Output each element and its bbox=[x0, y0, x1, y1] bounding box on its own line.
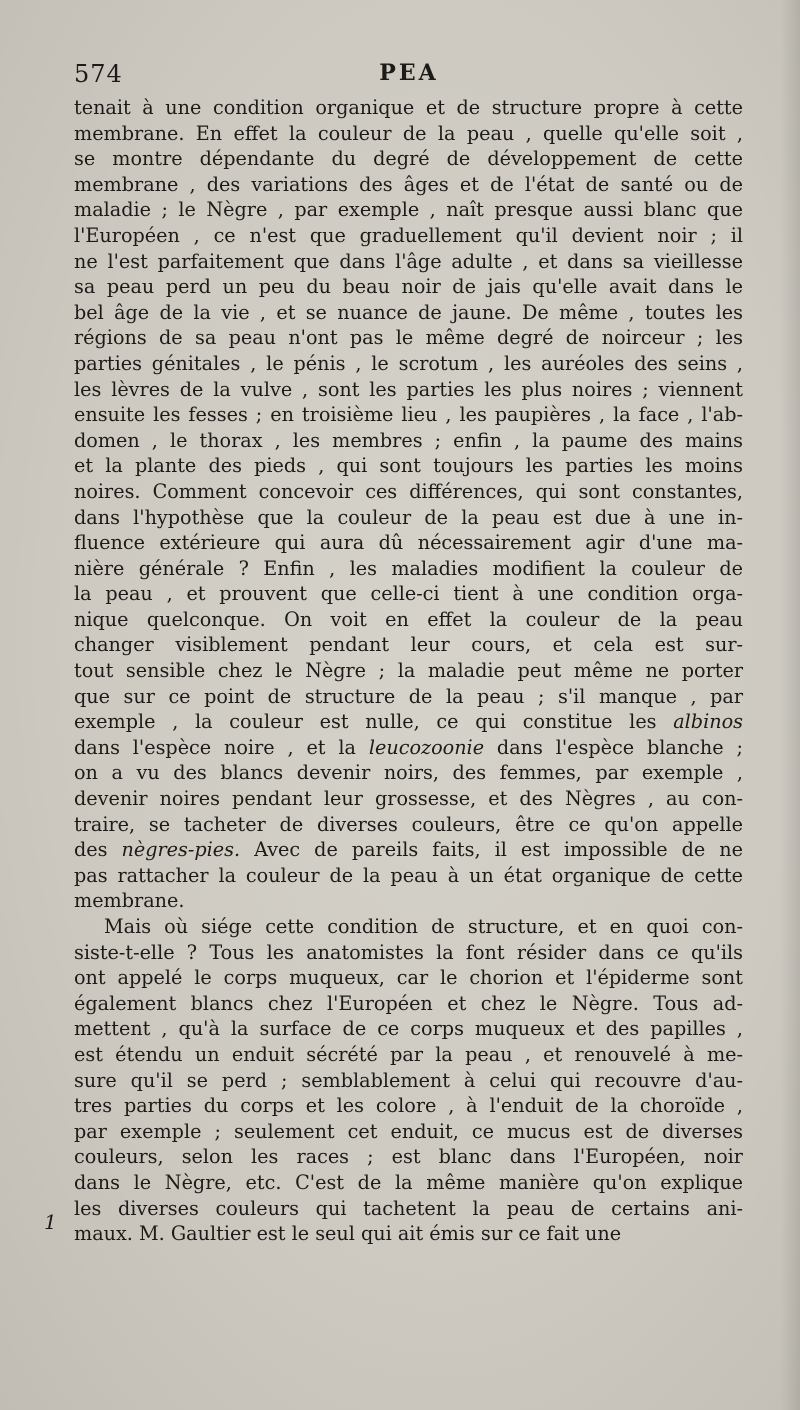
text-line: ont appelé le corps muqueux, car le chorion et l'épiderme sont bbox=[74, 966, 743, 990]
text-line: est étendu un enduit sécrété par la peau , et renouvelé à me- bbox=[74, 1042, 743, 1066]
text-line: dans le Nègre, etc. C'est de la même manière qu'on explique bbox=[74, 1170, 743, 1194]
text-line: se montre dépendante du degré de développement de cette bbox=[74, 147, 743, 171]
page-header bbox=[74, 60, 744, 90]
text-line: ne l'est parfaitement que dans l'âge adulte , et dans sa vieillesse bbox=[74, 249, 743, 273]
text-line: les lèvres de la vulve , sont les parties les plus noires ; viennent bbox=[74, 377, 743, 401]
text-line: sa peau perd un peu du beau noir de jais qu'elle avait dans le bbox=[74, 275, 743, 299]
text-line: maladie ; le Nègre , par exemple , naît presque aussi blanc que bbox=[74, 198, 743, 222]
text-line: membrane , des variations des âges et de l'état de santé ou de bbox=[74, 172, 743, 196]
text-line: par exemple ; seulement cet enduit, ce mucus est de diverses bbox=[74, 1119, 743, 1143]
text-line: mettent , qu'à la surface de ce corps muqueux et des papilles , bbox=[74, 1017, 743, 1041]
text-line: dans l'hypothèse que la couleur de la peau est due à une in- bbox=[74, 505, 743, 529]
text-line: bel âge de la vie , et se nuance de jaune. De même , toutes les bbox=[74, 300, 743, 324]
margin-mark: 1 bbox=[44, 1210, 57, 1234]
text-line: on a vu des blancs devenir noirs, des femmes, par exemple , bbox=[74, 761, 743, 785]
text-line: membrane. En effet la couleur de la peau , quelle qu'elle soit , bbox=[74, 121, 743, 145]
text-line: exemple , la couleur est nulle, ce qui constitue les albinos bbox=[74, 710, 743, 734]
text-line: membrane. bbox=[74, 889, 185, 913]
text-line: Mais où siége cette condition de structure, et en quoi con- bbox=[104, 915, 743, 938]
text-line: changer visiblement pendant leur cours, et cela est sur- bbox=[74, 633, 743, 657]
text-line: régions de sa peau n'ont pas le même degré de noirceur ; les bbox=[74, 326, 743, 350]
text-line: nique quelconque. On voit en effet la couleur de la peau bbox=[74, 607, 743, 631]
text-line: couleurs, selon les races ; est blanc dans l'Européen, noir bbox=[74, 1145, 743, 1169]
text-line: et la plante des pieds , qui sont toujours les parties les moins bbox=[74, 454, 743, 478]
text-line: la peau , et prouvent que celle-ci tient à une condition orga- bbox=[74, 582, 743, 606]
text-line: nière générale ? Enfin , les maladies modifient la couleur de bbox=[74, 556, 743, 580]
text-line: des nègres-pies. Avec de pareils faits, il est impossible de ne bbox=[74, 838, 743, 862]
text-line: devenir noires pendant leur grossesse, et des Nègres , au con- bbox=[74, 787, 743, 811]
text-line: pas rattacher la couleur de la peau à un état organique de cette bbox=[74, 863, 743, 887]
text-line: domen , le thorax , les membres ; enfin , la paume des mains bbox=[74, 428, 743, 452]
text-line: traire, se tacheter de diverses couleurs, être ce qu'on appelle bbox=[74, 812, 743, 836]
running-head: PEA bbox=[379, 60, 439, 86]
text-line: parties génitales , le pénis , le scrotum , les auréoles des seins , bbox=[74, 351, 743, 375]
text-line: les diverses couleurs qui tachetent la peau de certains ani- bbox=[74, 1196, 743, 1220]
text-line: tout sensible chez le Nègre ; la maladie peut même ne porter bbox=[74, 659, 743, 683]
text-line: siste-t-elle ? Tous les anatomistes la font résider dans ce qu'ils bbox=[74, 940, 743, 964]
text-line: tenait à une condition organique et de structure propre à cette bbox=[74, 96, 743, 119]
body-text bbox=[74, 95, 743, 1247]
text-line: maux. M. Gaultier est le seul qui ait émis sur ce fait une bbox=[74, 1222, 622, 1246]
page-edge-shadow bbox=[780, 0, 800, 1410]
text-line: sure qu'il se perd ; semblablement à celui qui recouvre d'au- bbox=[74, 1068, 743, 1092]
text-line: également blancs chez l'Européen et chez le Nègre. Tous ad- bbox=[74, 991, 743, 1015]
text-line: ensuite les fesses ; en troisième lieu , les paupières , la face , l'ab- bbox=[74, 403, 743, 427]
text-line: fluence extérieure qui aura dû nécessairement agir d'une ma- bbox=[74, 531, 743, 555]
text-line: que sur ce point de structure de la peau ; s'il manque , par bbox=[74, 684, 743, 708]
text-line: tres parties du corps et les colore , à l'enduit de la choroïde , bbox=[74, 1094, 743, 1118]
page-number: 574 bbox=[74, 60, 123, 88]
text-line: l'Européen , ce n'est que graduellement qu'il devient noir ; il bbox=[74, 223, 743, 247]
text-line: noires. Comment concevoir ces différences, qui sont constantes, bbox=[74, 479, 743, 503]
text-line: dans l'espèce noire , et la leucozoonie dans l'espèce blanche ; bbox=[74, 735, 743, 759]
